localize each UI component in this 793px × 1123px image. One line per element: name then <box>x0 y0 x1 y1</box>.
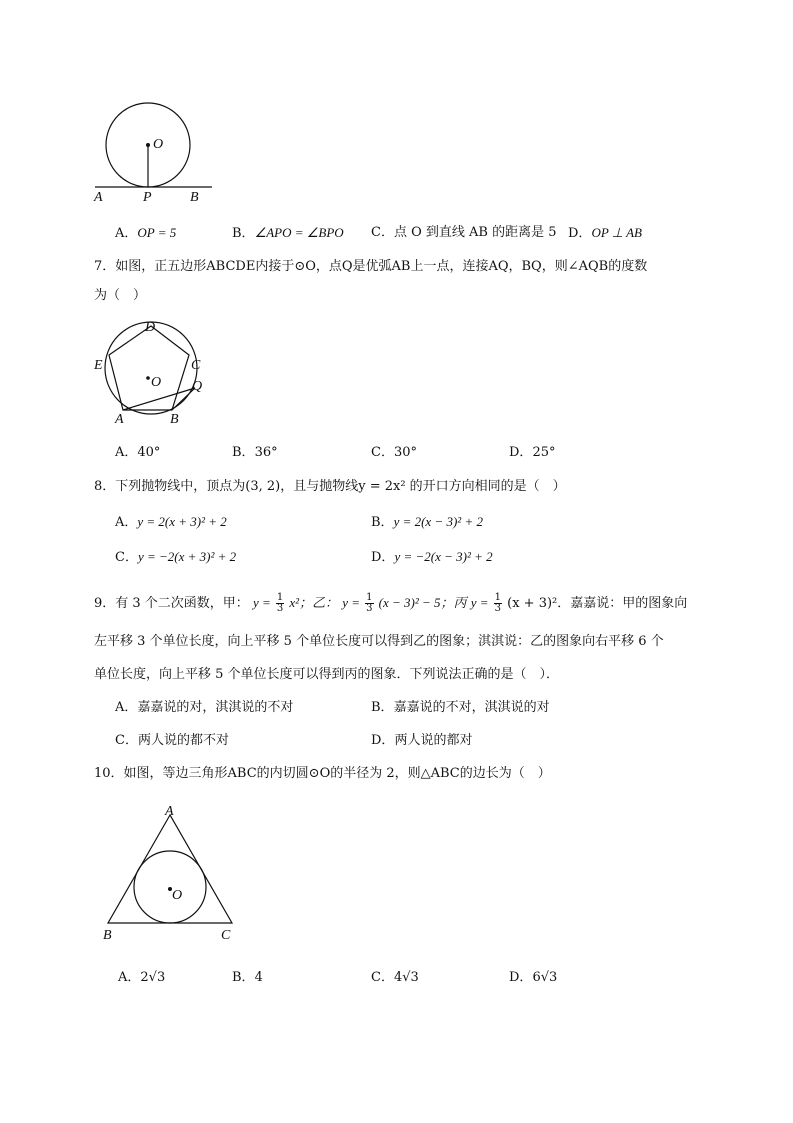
q9-stem-line3: 单位长度，向上平移 5 个单位长度可以得到丙的图象．下列说法正确的是（ ）． <box>94 667 560 682</box>
q10-option-d[interactable]: D．6√3 <box>509 970 558 985</box>
q7-option-c[interactable]: C．30° <box>371 445 417 460</box>
label-B: B <box>190 190 199 205</box>
label-O: O <box>153 137 164 152</box>
q7-option-b[interactable]: B．36° <box>232 445 278 460</box>
label-B: B <box>103 928 112 943</box>
q9-option-c[interactable]: C．两人说的都不对 <box>115 733 229 748</box>
label-Q: Q <box>192 379 203 394</box>
label-B: B <box>170 412 179 427</box>
q10-option-c[interactable]: C．4√3 <box>371 970 419 985</box>
q9-stem-line1: 9．有 3 个二次函数，甲： y = $\frac{1}{3}$ x²；乙： y = $\frac{1}{3}$ (x − 3)² − 5；丙 y = $\frac{1}{3}$ (x + 3)²．嘉嘉说：甲的图象向 <box>94 592 688 614</box>
q7-option-a[interactable]: A．40° <box>115 445 161 460</box>
label-O: O <box>172 888 183 903</box>
q8-stem: 8．下列抛物线中，顶点为(3, 2)，且与抛物线y = 2x² 的开口方向相同的是（ ） <box>94 479 566 494</box>
label-E: E <box>94 358 103 373</box>
triangle-incircle-diagram <box>100 810 240 930</box>
label-A: A <box>115 412 124 427</box>
fraction-one-third: $\frac{1}{3}$ <box>276 592 284 614</box>
q9-option-d[interactable]: D．两人说的都对 <box>371 733 473 748</box>
q6-option-a[interactable]: A．OP = 5 <box>115 225 177 241</box>
q6-option-b[interactable]: B．∠APO = ∠BPO <box>232 225 344 241</box>
label-C: C <box>191 358 201 373</box>
q6-option-d[interactable]: D．OP ⊥ AB <box>568 225 643 241</box>
q10-option-b[interactable]: B．4 <box>232 970 263 985</box>
q8-option-a[interactable]: A．y = 2(x + 3)² + 2 <box>115 514 227 530</box>
label-C: C <box>221 928 231 943</box>
q8-option-d[interactable]: D．y = −2(x − 3)² + 2 <box>371 549 493 565</box>
q10-stem: 10．如图，等边三角形ABC的内切圆⊙O的半径为 2，则△ABC的边长为（ ） <box>94 766 551 781</box>
q8-option-c[interactable]: C．y = −2(x + 3)² + 2 <box>115 549 237 565</box>
q7-stem-line2: 为（ ） <box>94 288 147 303</box>
label-A: A <box>165 804 174 819</box>
label-D: D <box>145 320 156 335</box>
label-O: O <box>151 375 162 390</box>
q9-option-b[interactable]: B．嘉嘉说的不对，淇淇说的对 <box>371 700 550 715</box>
label-P: P <box>143 190 152 205</box>
q8-option-b[interactable]: B．y = 2(x − 3)² + 2 <box>371 514 483 530</box>
q6-option-c[interactable]: C．点 O 到直线 AB 的距离是 5 <box>371 225 557 240</box>
q9-option-a[interactable]: A．嘉嘉说的对，淇淇说的不对 <box>115 700 294 715</box>
fraction-one-third: $\frac{1}{3}$ <box>366 592 373 614</box>
q7-stem-line1: 7．如图，正五边形ABCDE内接于⊙O，点Q是优弧AB上一点，连接AQ，BQ，则∠AQB的度数 <box>94 259 648 274</box>
label-A: A <box>94 190 103 205</box>
q10-option-a[interactable]: A．2√3 <box>118 970 166 985</box>
q7-option-d[interactable]: D．25° <box>509 445 556 460</box>
fraction-one-third: $\frac{1}{3}$ <box>494 592 501 614</box>
q9-stem-line2: 左平移 3 个单位长度，向上平移 5 个单位长度可以得到乙的图象；淇淇说：乙的图象向右平移 6 个 <box>94 634 664 649</box>
